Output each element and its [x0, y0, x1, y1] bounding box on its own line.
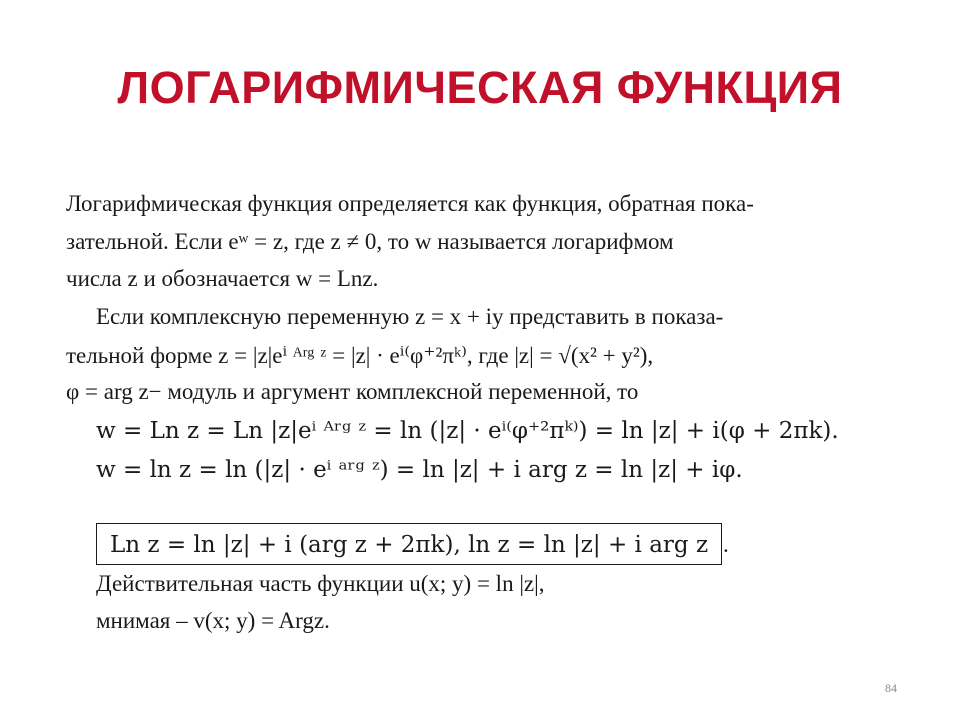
- paragraph-2-line-2: тельной форме z = |z|eⁱ ᴬʳᵍ ᶻ = |z| · eⁱ⁽φ⁺²πᵏ⁾, где |z| = √(x² + y²),: [66, 343, 654, 368]
- paragraph-1-line-3: числа z и обозначается w = Lnz.: [66, 266, 379, 291]
- slide-title: ЛОГАРИФМИЧЕСКАЯ ФУНКЦИЯ: [117, 62, 843, 113]
- paragraph-2-line-1: Если комплексную переменную z = x + iy представить в показа-: [96, 304, 724, 329]
- paragraph-3-line-1: Действительная часть функции u(x; y) = ln |z|,: [96, 571, 545, 596]
- paragraph-1-line-1: Логарифмическая функция определяется как функция, обратная пока-: [66, 191, 754, 216]
- boxed-formula: Ln z = ln |z| + i (arg z + 2πk), ln z = ln |z| + i arg z: [110, 532, 709, 558]
- boxed-formula-period: .: [723, 532, 729, 557]
- paragraph-1-line-2: зательной. Если eʷ = z, где z ≠ 0, то w называется логарифмом: [66, 229, 674, 254]
- paragraph-3-line-2: мнимая – v(x; y) = Argz.: [96, 608, 330, 633]
- equation-ln-principal-value: w = ln z = ln (|z| · eⁱ ᵃʳᵍ ᶻ) = ln |z| + i arg z = ln |z| + iφ.: [96, 457, 743, 483]
- equation-ln-principal-general: w = Ln z = Ln |z|eⁱ ᴬʳᵍ ᶻ = ln (|z| · eⁱ⁽φ⁺²πᵏ⁾) = ln |z| + i(φ + 2πk).: [96, 418, 839, 444]
- paragraph-2-line-3: φ = arg z− модуль и аргумент комплексной переменной, то: [66, 379, 639, 404]
- page-number: 84: [885, 681, 897, 695]
